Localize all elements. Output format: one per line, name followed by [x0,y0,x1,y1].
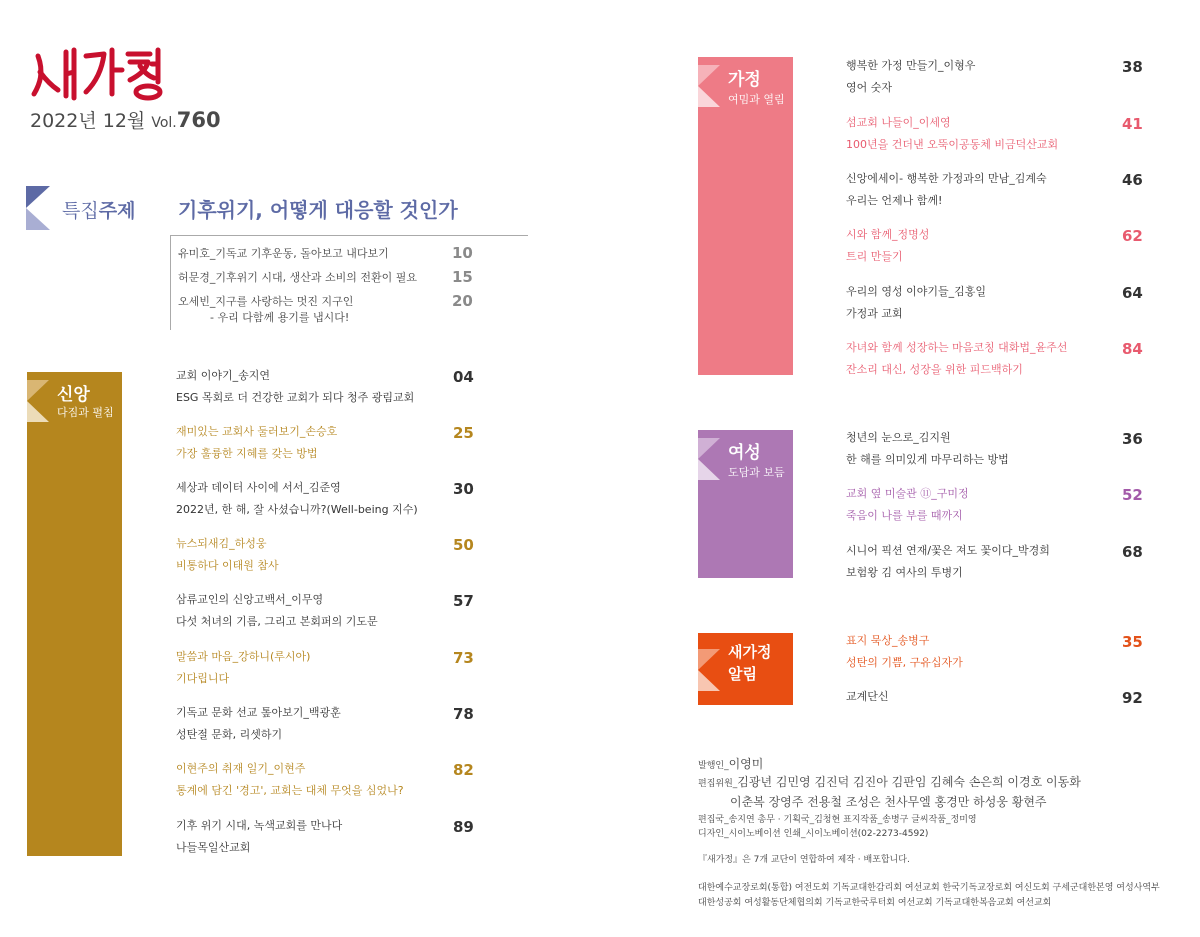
notice-section-icon [698,649,720,691]
issue-info [30,106,221,133]
home-item-1-page: 38 [1122,58,1143,76]
home-section-label: 가정 [728,70,761,90]
special-item-2-page: 15 [452,268,473,286]
home-section-icon [698,65,720,107]
credits-publisher: 발행인_이영미 [698,757,764,771]
women-section-sublabel: 도담과 보듬 [728,466,785,479]
faith-item-5[interactable]: 삼류교인의 신앙고백서_이무영 다섯 처녀의 기름, 그리고 본회퍼의 기도문 [176,593,378,628]
special-item-3[interactable]: 오세빈_지구를 사랑하는 멋진 지구인 - 우리 다함께 용기를 냅시다! [178,295,354,324]
home-item-3[interactable]: 신앙에세이- 행복한 가정과의 만남_김계숙 우리는 언제나 함께! [846,172,1047,207]
women-item-3[interactable]: 시니어 픽션 연재/꽃은 져도 꽃이다_박경희 보험왕 김 여사의 투병기 [846,544,1050,579]
women-item-3-page: 68 [1122,543,1143,561]
notice-item-1-page: 35 [1122,633,1143,651]
faith-section-bar [27,372,122,856]
faith-section-label: 신앙 [57,385,90,405]
home-section-sublabel: 여밈과 열림 [728,93,785,106]
notice-item-1[interactable]: 표지 묵상_송병구 성탄의 기쁨, 구유십자가 [846,634,963,669]
home-item-2-page: 41 [1122,115,1143,133]
faith-item-5-page: 57 [453,592,474,610]
credits-orgs-2: 대한성공회 여성활동단체협의회 기독교한국루터회 여선교회 기독교대한복음교회 여선교회 [698,898,1052,908]
notice-section-label-line1: 새가정 [728,643,772,661]
faith-item-8[interactable]: 이현주의 취재 일기_이현주 통계에 담긴 '경고', 교회는 대체 무엇을 심었나? [176,762,404,797]
women-item-1[interactable]: 청년의 눈으로_김지원 한 해를 의미있게 마무리하는 방법 [846,431,1009,466]
notice-section-bar [698,633,793,705]
credits-editors-2: 이춘복 장영주 전용철 조성은 천사무엘 홍경만 하성웅 황현주 [730,795,1047,809]
home-item-4-page: 62 [1122,227,1143,245]
issue-date: 2022년 12월 [30,110,146,132]
faith-section-sublabel: 다짐과 펼침 [57,406,114,419]
home-item-4[interactable]: 시와 함께_정명성 트리 만들기 [846,228,930,263]
credits-editors: 편집위원_김광년 김민영 김진덕 김진아 김판임 김혜숙 손은희 이경호 이동화 [698,775,1081,789]
home-item-5[interactable]: 우리의 영성 이야기들_김홍일 가정과 교회 [846,285,987,320]
faith-item-2[interactable]: 재미있는 교회사 둘러보기_손승호 가장 훌륭한 지혜를 갖는 방법 [176,425,338,460]
faith-item-8-page: 82 [453,761,474,779]
faith-item-9-page: 89 [453,818,474,836]
special-item-3-page: 20 [452,292,473,310]
women-item-2[interactable]: 교회 옆 미술관 ⑪_구미정 죽음이 나를 부를 때까지 [846,487,969,522]
faith-item-9[interactable]: 기후 위기 시대, 녹색교회를 만나다 나들목일산교회 [176,819,343,854]
vol-label: Vol. [151,115,177,131]
vol-number: 760 [176,108,221,132]
faith-item-2-page: 25 [453,424,474,442]
women-section-bar [698,430,793,578]
women-item-2-page: 52 [1122,486,1143,504]
credits-note: 『새가정』은 7개 교단이 연합하여 제작 · 배포합니다. [698,855,910,865]
faith-item-7[interactable]: 기독교 문화 선교 톺아보기_백광훈 성탄절 문화, 리셋하기 [176,706,341,741]
notice-section-label-line2: 알림 [728,665,757,683]
special-item-1-page: 10 [452,244,473,262]
special-section-label: 특집주제 [62,200,136,222]
home-section-bar [698,57,793,375]
faith-item-3[interactable]: 세상과 데이터 사이에 서서_김준영 2022년, 한 해, 잘 사셨습니까?(Well-being 지수) [176,481,418,516]
credits-staff-2: 디자인_시이노베이션 인쇄_시이노베이션(02-2273-4592) [698,829,929,839]
special-item-1[interactable]: 유미호_기독교 기후운동, 돌아보고 내다보기 [178,247,389,260]
women-section-label: 여성 [728,443,761,463]
special-headline: 기후위기, 어떻게 대응할 것인가 [178,198,458,222]
home-item-2[interactable]: 섬교회 나들이_이세영 100년을 건더낸 오뚝이공동체 비금덕산교회 [846,116,1059,151]
women-section-icon [698,438,720,480]
notice-item-2-page: 92 [1122,689,1143,707]
women-item-1-page: 36 [1122,430,1143,448]
faith-item-1-page: 04 [453,368,474,386]
credits-orgs-1: 대한예수교장로회(통합) 여전도회 기독교대한감리회 여선교회 한국기독교장로회 여신도회 구세군대한본영 여성사역부 [698,883,1160,893]
home-item-3-page: 46 [1122,171,1143,189]
home-item-6[interactable]: 자녀와 함께 성장하는 마음코칭 대화법_윤주선 잔소리 대신, 성장을 위한 피드백하기 [846,341,1068,376]
faith-section-icon [27,380,49,422]
home-item-5-page: 64 [1122,284,1143,302]
faith-item-4-page: 50 [453,536,474,554]
faith-item-6[interactable]: 말씀과 마음_강하니(루시아) 기다립니다 [176,650,311,685]
special-item-2[interactable]: 허문경_기후위기 시대, 생산과 소비의 전환이 필요 [178,271,417,284]
faith-item-3-page: 30 [453,480,474,498]
home-item-6-page: 84 [1122,340,1143,358]
faith-item-1[interactable]: 교회 이야기_송지연 ESG 목회로 더 건강한 교회가 되다 청주 광림교회 [176,369,415,404]
logo [30,42,170,102]
home-item-1[interactable]: 행복한 가정 만들기_이형우 영어 숫자 [846,59,976,94]
faith-item-6-page: 73 [453,649,474,667]
faith-item-4[interactable]: 뉴스되새김_하성웅 비통하다 이태원 참사 [176,537,279,572]
special-section-icon [26,186,50,230]
notice-item-2[interactable]: 교계단신 [846,690,889,703]
credits-staff-1: 편집국_송지연 총무 · 기획국_김청현 표지작품_송병구 글씨작품_정미영 [698,815,977,825]
faith-item-7-page: 78 [453,705,474,723]
